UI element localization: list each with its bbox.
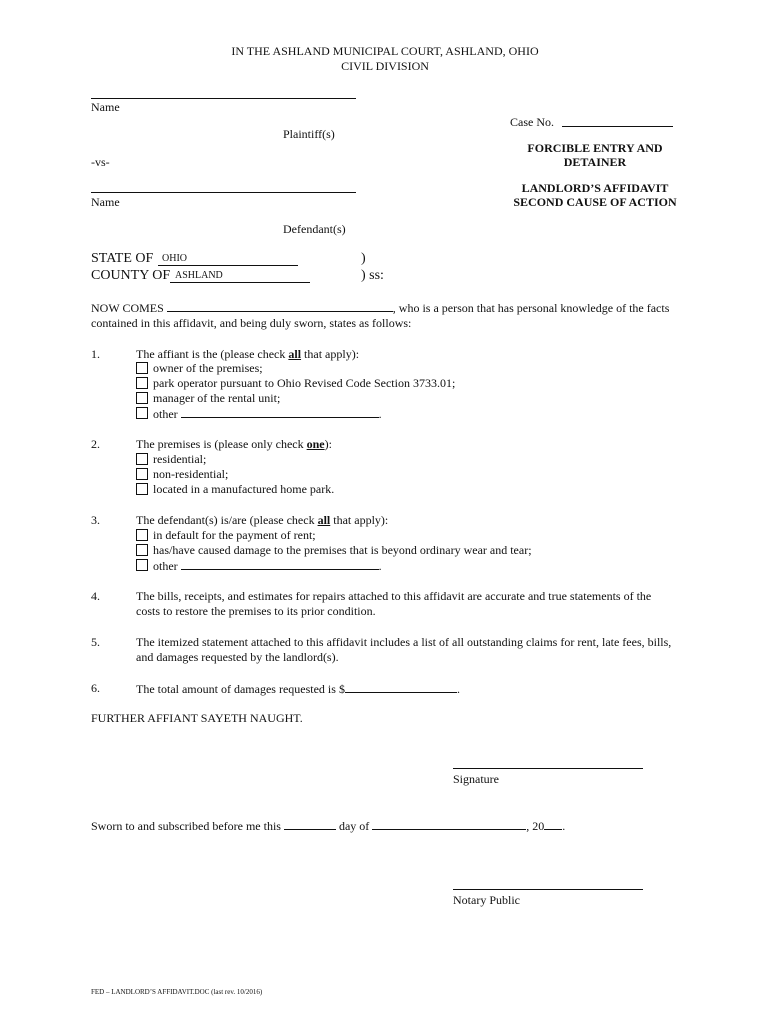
versus-label: -vs-	[91, 155, 110, 169]
affiant-other-field[interactable]	[181, 406, 379, 418]
division-title: CIVIL DIVISION	[341, 59, 429, 73]
checkbox-manufactured-home-park[interactable]	[136, 483, 148, 495]
case-number-field[interactable]	[562, 126, 673, 127]
option-damage: has/have caused damage to the premises that is beyond ordinary wear and tear;	[153, 543, 532, 557]
venue-paren: )	[361, 251, 366, 266]
signature-line[interactable]	[453, 768, 643, 769]
defendant-other-field[interactable]	[181, 558, 379, 570]
damages-amount-field[interactable]	[345, 681, 457, 693]
checkbox-residential[interactable]	[136, 453, 148, 465]
checkbox-affiant-other[interactable]	[136, 407, 148, 419]
defendant-name-label: Name	[91, 195, 120, 209]
signature-label: Signature	[453, 772, 499, 786]
option-affiant-other: other .	[153, 407, 382, 421]
sworn-day-field[interactable]	[284, 818, 336, 830]
defendant-name-line[interactable]	[91, 192, 356, 193]
county-field-line[interactable]	[170, 282, 310, 283]
county-label: COUNTY OF	[91, 268, 171, 283]
sworn-month-field[interactable]	[372, 818, 526, 830]
intro-rest: , who is a person that has personal knowledge of the facts	[392, 301, 670, 315]
checkbox-damage[interactable]	[136, 544, 148, 556]
now-comes-label: NOW COMES	[91, 301, 164, 315]
item-4-line-2: costs to restore the premises to its prior condition.	[136, 604, 376, 618]
state-value: OHIO	[162, 253, 187, 264]
sworn-year-field[interactable]	[544, 818, 562, 830]
form-title-line-1: FORCIBLE ENTRY AND	[527, 141, 663, 155]
item-3-number: 3.	[91, 513, 100, 527]
court-title: IN THE ASHLAND MUNICIPAL COURT, ASHLAND, OHIO	[231, 44, 539, 58]
checkbox-owner[interactable]	[136, 362, 148, 374]
option-default-rent: in default for the payment of rent;	[153, 528, 316, 542]
item-6-text: The total amount of damages requested is $ .	[136, 682, 460, 696]
checkbox-non-residential[interactable]	[136, 468, 148, 480]
form-title-line-2: DETAINER	[563, 155, 627, 169]
option-owner: owner of the premises;	[153, 361, 263, 375]
state-label: STATE OF	[91, 251, 154, 266]
plaintiff-name-label: Name	[91, 100, 120, 114]
option-park-operator: park operator pursuant to Ohio Revised Code Section 3733.01;	[153, 376, 456, 390]
further-affiant-text: FURTHER AFFIANT SAYETH NAUGHT.	[91, 711, 303, 725]
checkbox-park-operator[interactable]	[136, 377, 148, 389]
notary-line[interactable]	[453, 889, 643, 890]
intro-line-2: contained in this affidavit, and being duly sworn, states as follows:	[91, 316, 412, 330]
item-1-number: 1.	[91, 347, 100, 361]
item-5-line-1: The itemized statement attached to this affidavit includes a list of all outstanding claims for rent, late fees, bills,	[136, 635, 672, 649]
item-4-line-1: The bills, receipts, and estimates for repairs attached to this affidavit are accurate and true statements of the	[136, 589, 652, 603]
defendant-label: Defendant(s)	[283, 222, 346, 236]
item-3-lead: The defendant(s) is/are (please check all that apply):	[136, 513, 389, 527]
item-5-number: 5.	[91, 635, 100, 649]
form-title-line-3: LANDLORD’S AFFIDAVIT	[521, 181, 669, 195]
plaintiff-name-line[interactable]	[91, 98, 356, 99]
county-value: ASHLAND	[175, 270, 223, 281]
checkbox-manager[interactable]	[136, 392, 148, 404]
plaintiff-label: Plaintiff(s)	[283, 127, 335, 141]
option-non-residential: non-residential;	[153, 467, 229, 481]
intro-line-1	[91, 300, 669, 316]
item-4-number: 4.	[91, 589, 100, 603]
venue-ss: ) ss:	[361, 268, 384, 283]
option-manager: manager of the rental unit;	[153, 391, 281, 405]
case-number-label: Case No.	[510, 115, 554, 129]
option-defendant-other: other .	[153, 559, 382, 573]
state-field-line[interactable]	[158, 265, 298, 266]
checkbox-defendant-other[interactable]	[136, 559, 148, 571]
item-2-lead: The premises is (please only check one):	[136, 437, 332, 451]
item-5-line-2: and damages requested by the landlord(s).	[136, 650, 339, 664]
item-6-number: 6.	[91, 681, 100, 695]
checkbox-default-rent[interactable]	[136, 529, 148, 541]
sworn-line: Sworn to and subscribed before me this day of , 20 .	[91, 819, 566, 833]
option-manufactured-home-park: located in a manufactured home park.	[153, 482, 335, 496]
item-1-lead: The affiant is the (please check all that apply):	[136, 347, 360, 361]
affiant-name-field[interactable]	[167, 300, 393, 312]
notary-label: Notary Public	[453, 893, 520, 907]
item-2-number: 2.	[91, 437, 100, 451]
form-title-line-4: SECOND CAUSE OF ACTION	[513, 195, 677, 209]
footer-text: FED – LANDLORD’S AFFIDAVIT.DOC (last rev. 10/2016)	[91, 988, 263, 996]
option-residential: residential;	[153, 452, 207, 466]
